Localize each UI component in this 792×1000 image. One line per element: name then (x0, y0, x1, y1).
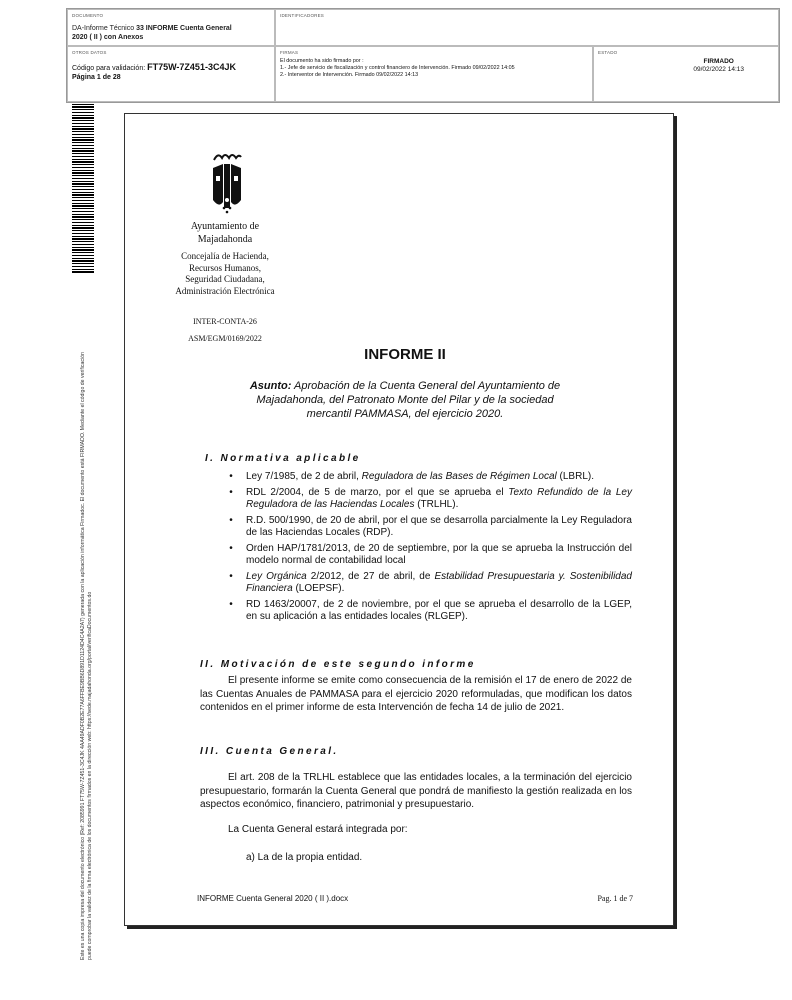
firmas-cell (275, 46, 593, 102)
list-item-text: Orden HAP/1781/2013, de 20 de septiembre, por la que se aprueba la Instrucción del modelo normal de contabilidad local (246, 543, 632, 566)
list-item (216, 487, 632, 511)
section-2-title: II. Motivación de este segundo informe (200, 659, 476, 670)
firma-1: 1.- Jefe de servicio de fiscalización y control financiero de Intervención. Firmado 09/02/2022 14:05 (280, 65, 515, 71)
validation-code: Código para validación: FT75W-7Z451-3C4JK Página 1 de 28 (72, 62, 236, 81)
otros-datos-cell (67, 46, 275, 102)
section-3-list-item-a: a) La de la propia entidad. (246, 852, 363, 863)
list-item (216, 515, 632, 539)
otros-datos-caption: OTROS DATOS (72, 50, 107, 55)
organization-name: Ayuntamiento de Majadahonda (190, 221, 260, 245)
verification-sidebar: Este es una copia impresa del documento electrónico (Ref: 2085991 FT75W-7Z451-3C4JK 4AA49ADF0B2E77A6FFBE9BB6D891D1124D4C4A2A7) generada con la aplicación informática Firmadoc. El documento está FIRMADO. Mediante el código de verificación puede comprobar la validez de la firma electrónica de los documentos firmados en la dirección web: https://sede.majadahonda.org/portal/verificaDocumentos.do (80, 352, 93, 960)
list-item-text: Ley 7/1985, de 2 de abril, Reguladora de las Bases de Régimen Local (LBRL). (246, 471, 594, 482)
barcode (72, 104, 94, 274)
list-item-text: R.D. 500/1990, de 20 de abril, por el que se desarrolla parcialmente la Ley Reguladora de las Haciendas Locales (RDP). (246, 515, 632, 538)
bullet-icon: • (229, 471, 233, 482)
validation-code-value[interactable]: FT75W-7Z451-3C4JK (147, 62, 236, 72)
page-count: Página 1 de 28 (72, 74, 121, 81)
document-page (124, 113, 674, 926)
normativa-list (216, 471, 632, 627)
firmas-caption: FIRMAS (280, 50, 299, 55)
list-item (216, 543, 632, 567)
document-reference: INTER-CONTA-26 ASM/EGM/0169/2022 (188, 317, 262, 343)
bullet-icon: • (229, 599, 233, 610)
crest-icon (210, 150, 244, 216)
list-item-text: RD 1463/20007, de 2 de noviembre, por el que se aprueba el desarrollo de la LGEP, en su aplicación a las entidades locales (RLGEP). (246, 599, 632, 622)
section-3-paragraph-2: La Cuenta General estará integrada por: (228, 824, 408, 835)
list-item (216, 571, 632, 595)
signature-header (66, 8, 780, 103)
firma-2: 2.- Interventor de Intervención. Firmado 09/02/2022 14:13 (280, 72, 419, 78)
list-item-text: Ley Orgánica 2/2012, de 27 de abril, de Estabilidad Presupuestaria y. Sostenibilidad Financiera (LOEPSF). (246, 571, 632, 594)
list-item-text: RDL 2/2004, de 5 de marzo, por el que se aprueba el Texto Refundido de la Ley Reguladora de las Haciendas Locales (TRLHL). (246, 487, 632, 510)
identificadores-caption: IDENTIFICADORES (280, 13, 325, 18)
section-3-title: III. Cuenta General. (200, 746, 339, 757)
status-badge: FIRMADO 09/02/2022 14:13 (693, 58, 744, 73)
page-title: INFORME II (364, 346, 446, 363)
list-item (216, 471, 632, 483)
asunto: Asunto: Aprobación de la Cuenta General del Ayuntamiento de Majadahonda, del Patronato Monte del Pilar y de la sociedad mercantil PAMMASA, del ejercicio 2020. (249, 380, 561, 420)
section-1-title: I. Normativa aplicable (205, 453, 361, 464)
bullet-icon: • (229, 571, 233, 582)
firmas-list: El documento ha sido firmado por : 1.- Jefe de servicio de fiscalización y control financiero de Intervención. Firmado 09/02/2022 14:05 2.- Interventor de Intervención. Firmado 09/02/2022 14:13 (280, 58, 515, 78)
documento-name: DA-Informe Técnico 33 INFORME Cuenta General 2020 ( II ) con Anexos (72, 25, 232, 41)
bullet-icon: • (229, 543, 233, 554)
section-2-paragraph: El presente informe se emite como consecuencia de la remisión el 17 de enero de 2022 de las Cuentas Anuales de PAMMASA para el ejercicio 2020 reformuladas, que modifican los datos contenidos en el primer informe de esta Intervención de fecha 14 de julio de 2021. (200, 675, 632, 713)
estado-caption: ESTADO (598, 50, 618, 55)
documento-cell (67, 9, 275, 46)
documento-caption: DOCUMENTO (72, 13, 104, 18)
bullet-icon: • (229, 487, 233, 498)
footer-page-number: Pag. 1 de 7 (597, 894, 633, 903)
footer-filename: INFORME Cuenta General 2020 ( II ).docx (197, 894, 349, 903)
identificadores-cell (275, 9, 779, 46)
list-item (216, 599, 632, 623)
bullet-icon: • (229, 515, 233, 526)
section-3-paragraph-1: El art. 208 de la TRLHL establece que las entidades locales, a la terminación del ejercicio presupuestario, formarán la Cuenta General que pondrá de manifiesto la gestión realizada en los aspectos económico, financiero, patrimonial y presupuestario. (200, 772, 632, 810)
department-name: Concejalía de Hacienda, Recursos Humanos, Seguridad Ciudadana, Administración Electrónica (175, 251, 275, 296)
estado-cell (593, 46, 779, 102)
